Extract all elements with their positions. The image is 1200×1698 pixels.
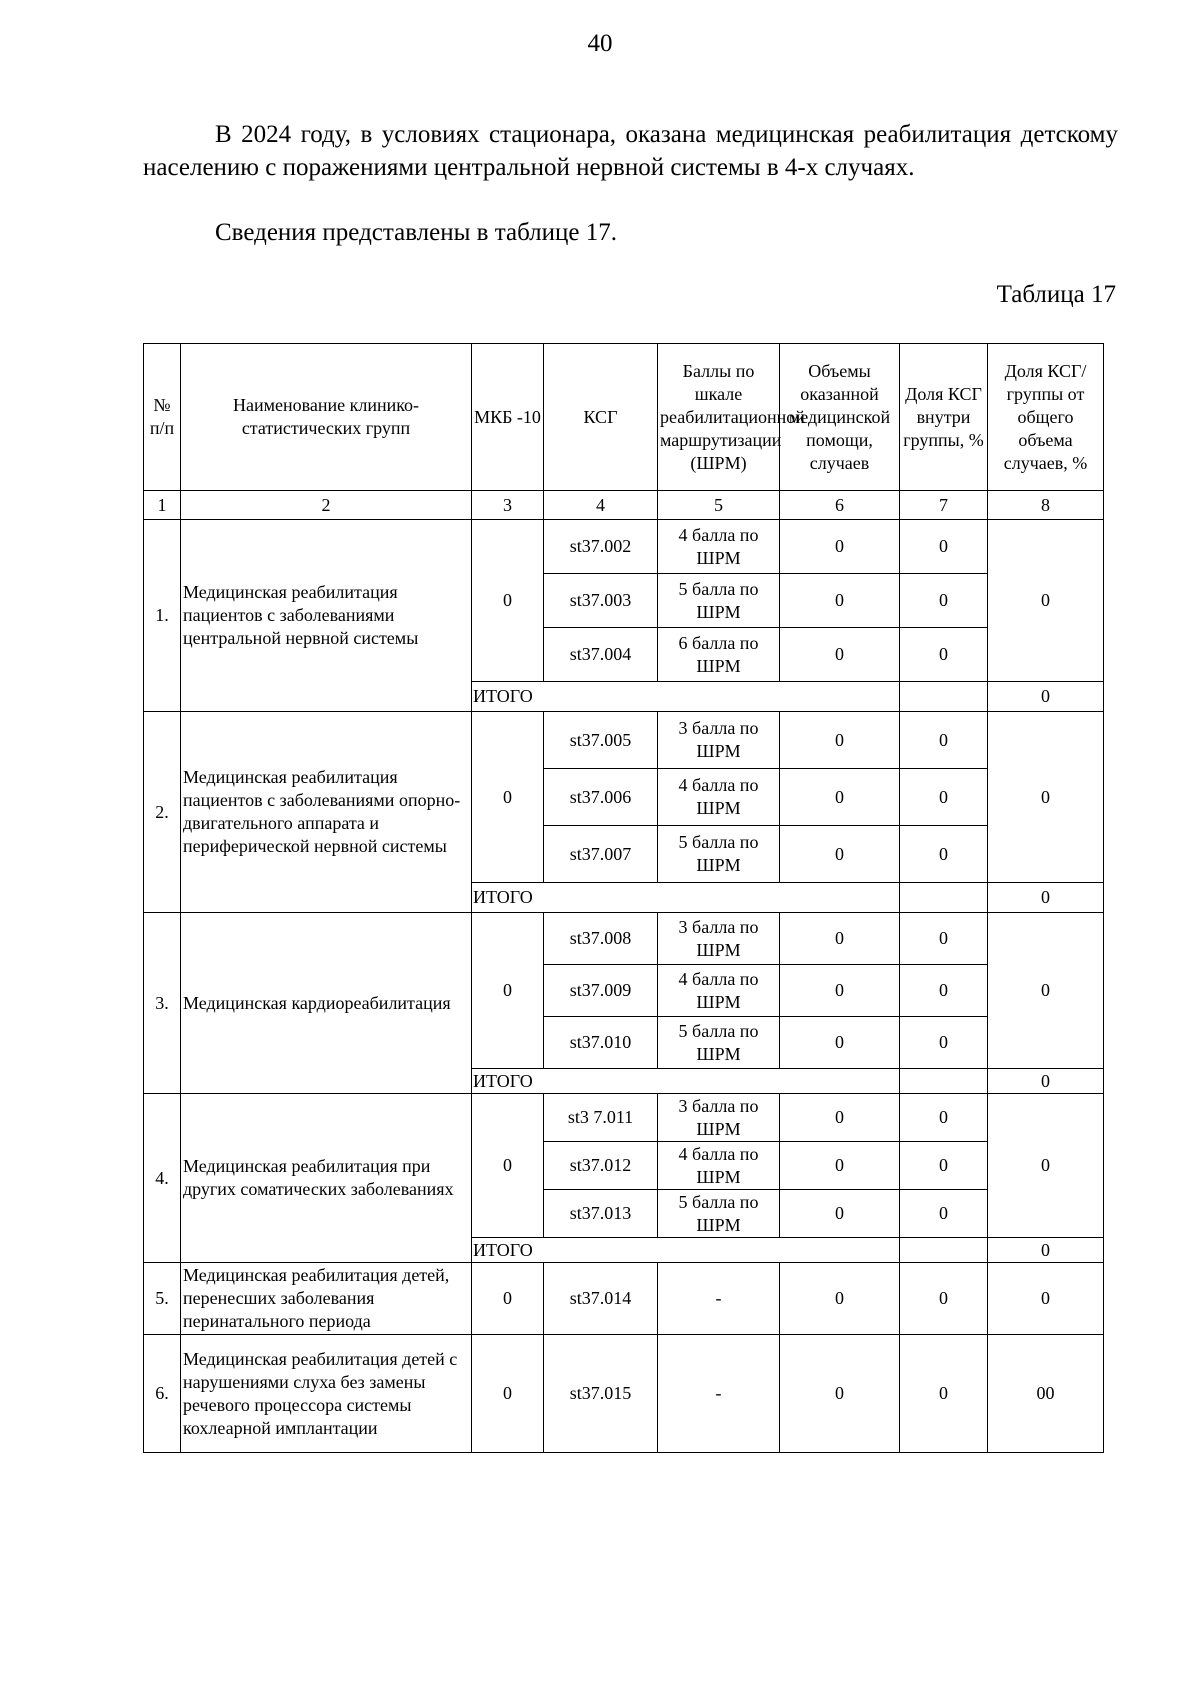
share-in-group: 0: [900, 769, 988, 826]
volume-value: 0: [780, 574, 900, 628]
itogo-label: ИТОГО: [472, 1069, 780, 1094]
column-number: 5: [658, 491, 780, 520]
itogo-volume: [900, 682, 988, 712]
column-number: 1: [144, 491, 181, 520]
table-row: [144, 712, 1104, 769]
itogo-label: ИТОГО: [472, 883, 780, 913]
mkb-code: 0: [472, 1094, 544, 1238]
shrm-score: 3 балла по ШРМ: [658, 712, 780, 769]
share-total: 0: [988, 712, 1104, 883]
share-in-group: 0: [900, 1142, 988, 1190]
header-name: Наименование клинико-статистических групп: [181, 344, 472, 491]
itogo-share: 0: [988, 682, 1104, 712]
reference-text: Сведения представлены в таблице 17.: [215, 219, 617, 246]
volume-value: 0: [780, 520, 900, 574]
share-total: 0: [988, 1263, 1104, 1335]
itogo-volume: [900, 883, 988, 913]
ksg-code: st37.012: [544, 1142, 658, 1190]
ksg-code: st37.005: [544, 712, 658, 769]
mkb-code: 0: [472, 913, 544, 1069]
shrm-score: 5 балла по ШРМ: [658, 1190, 780, 1238]
ksg-code: st37.004: [544, 628, 658, 682]
ksg-code: st37.015: [544, 1335, 658, 1453]
shrm-score: 5 балла по ШРМ: [658, 826, 780, 883]
share-in-group: 0: [900, 1017, 988, 1069]
column-number: 2: [181, 491, 472, 520]
volume-value: 0: [780, 1094, 900, 1142]
row-number: 1.: [144, 520, 181, 712]
reference-paragraph: [143, 216, 1118, 249]
ksg-code: st37.014: [544, 1263, 658, 1335]
table-caption: Таблица 17: [996, 281, 1116, 308]
ksg-code: st37.010: [544, 1017, 658, 1069]
itogo-empty: [780, 883, 900, 913]
ksg-code: st37.009: [544, 965, 658, 1017]
itogo-empty: [780, 1238, 900, 1263]
itogo-empty: [780, 1069, 900, 1094]
share-total: 0: [988, 913, 1104, 1069]
group-name: Медицинская реабилитация детей с нарушениями слуха без замены речевого процессора системы кохлеарной имплантации: [181, 1335, 472, 1453]
itogo-empty: [780, 682, 900, 712]
volume-value: 0: [780, 826, 900, 883]
header-share-total: Доля КСГ/группы от общего объема случаев, %: [988, 344, 1104, 491]
column-number: 7: [900, 491, 988, 520]
header-volume: Объемы оказанной медицинской помощи, случаев: [780, 344, 900, 491]
shrm-score: -: [658, 1263, 780, 1335]
share-in-group: 0: [900, 965, 988, 1017]
page-number: 40: [587, 30, 613, 57]
share-in-group: 0: [900, 1263, 988, 1335]
shrm-score: 4 балла по ШРМ: [658, 520, 780, 574]
shrm-score: -: [658, 1335, 780, 1453]
itogo-share: 0: [988, 883, 1104, 913]
share-in-group: 0: [900, 1190, 988, 1238]
shrm-score: 4 балла по ШРМ: [658, 769, 780, 826]
ksg-code: st37.007: [544, 826, 658, 883]
ksg-code: st37.003: [544, 574, 658, 628]
mkb-code: 0: [472, 712, 544, 883]
share-in-group: 0: [900, 574, 988, 628]
share-in-group: 0: [900, 1094, 988, 1142]
ksg-code: st37.006: [544, 769, 658, 826]
rehab-table: [143, 343, 1104, 1453]
volume-value: 0: [780, 1142, 900, 1190]
ksg-code: st37.013: [544, 1190, 658, 1238]
ksg-code: st37.008: [544, 913, 658, 965]
mkb-code: 0: [472, 520, 544, 682]
volume-value: 0: [780, 628, 900, 682]
share-total: 0: [988, 1094, 1104, 1238]
row-number: 2.: [144, 712, 181, 913]
row-number: 6.: [144, 1335, 181, 1453]
shrm-score: 3 балла по ШРМ: [658, 1094, 780, 1142]
column-number: 3: [472, 491, 544, 520]
intro-text: В 2024 году, в условиях стационара, оказана медицинская реабилитация детскому населению с поражениями центральной нервной системы в 4-х случаях.: [143, 121, 1118, 181]
row-number: 3.: [144, 913, 181, 1094]
header-shrm: Баллы по шкале реабилитационной маршрутизации (ШРМ): [658, 344, 780, 491]
itogo-share: 0: [988, 1238, 1104, 1263]
row-number: 5.: [144, 1263, 181, 1335]
shrm-score: 4 балла по ШРМ: [658, 1142, 780, 1190]
share-in-group: 0: [900, 1335, 988, 1453]
header-share-in-group: Доля КСГ внутри группы, %: [900, 344, 988, 491]
table-row: [144, 913, 1104, 965]
header-row: [144, 344, 1104, 491]
itogo-volume: [900, 1238, 988, 1263]
intro-paragraph: [143, 118, 1118, 184]
group-name: Медицинская кардиореабилитация: [181, 913, 472, 1094]
volume-value: 0: [780, 1017, 900, 1069]
volume-value: 0: [780, 965, 900, 1017]
ksg-code: st3 7.011: [544, 1094, 658, 1142]
volume-value: 0: [780, 1190, 900, 1238]
table-row: [144, 1263, 1104, 1335]
itogo-share: 0: [988, 1069, 1104, 1094]
share-in-group: 0: [900, 826, 988, 883]
table-row: [144, 1094, 1104, 1142]
volume-value: 0: [780, 769, 900, 826]
volume-value: 0: [780, 913, 900, 965]
shrm-score: 6 балла по ШРМ: [658, 628, 780, 682]
column-number: 8: [988, 491, 1104, 520]
column-number: 6: [780, 491, 900, 520]
group-name: Медицинская реабилитация детей, перенесших заболевания перинатального периода: [181, 1263, 472, 1335]
shrm-score: 4 балла по ШРМ: [658, 965, 780, 1017]
group-name: Медицинская реабилитация пациентов с заболеваниями опорно-двигательного аппарата и периферической нервной системы: [181, 712, 472, 913]
row-number: 4.: [144, 1094, 181, 1263]
table-row: [144, 520, 1104, 574]
volume-value: 0: [780, 1263, 900, 1335]
column-number-row: [144, 491, 1104, 520]
header-mkb: МКБ -10: [472, 344, 544, 491]
volume-value: 0: [780, 712, 900, 769]
itogo-volume: [900, 1069, 988, 1094]
group-name: Медицинская реабилитация при других соматических заболеваниях: [181, 1094, 472, 1263]
share-in-group: 0: [900, 520, 988, 574]
column-number: 4: [544, 491, 658, 520]
table-row: [144, 1335, 1104, 1453]
header-ksg: КСГ: [544, 344, 658, 491]
itogo-label: ИТОГО: [472, 1238, 780, 1263]
ksg-code: st37.002: [544, 520, 658, 574]
share-in-group: 0: [900, 913, 988, 965]
volume-value: 0: [780, 1335, 900, 1453]
mkb-code: 0: [472, 1335, 544, 1453]
header-number: № п/п: [144, 344, 181, 491]
share-in-group: 0: [900, 628, 988, 682]
shrm-score: 3 балла по ШРМ: [658, 913, 780, 965]
shrm-score: 5 балла по ШРМ: [658, 1017, 780, 1069]
shrm-score: 5 балла по ШРМ: [658, 574, 780, 628]
mkb-code: 0: [472, 1263, 544, 1335]
group-name: Медицинская реабилитация пациентов с заболеваниями центральной нервной системы: [181, 520, 472, 712]
share-total: 00: [988, 1335, 1104, 1453]
share-total: 0: [988, 520, 1104, 682]
itogo-label: ИТОГО: [472, 682, 780, 712]
share-in-group: 0: [900, 712, 988, 769]
